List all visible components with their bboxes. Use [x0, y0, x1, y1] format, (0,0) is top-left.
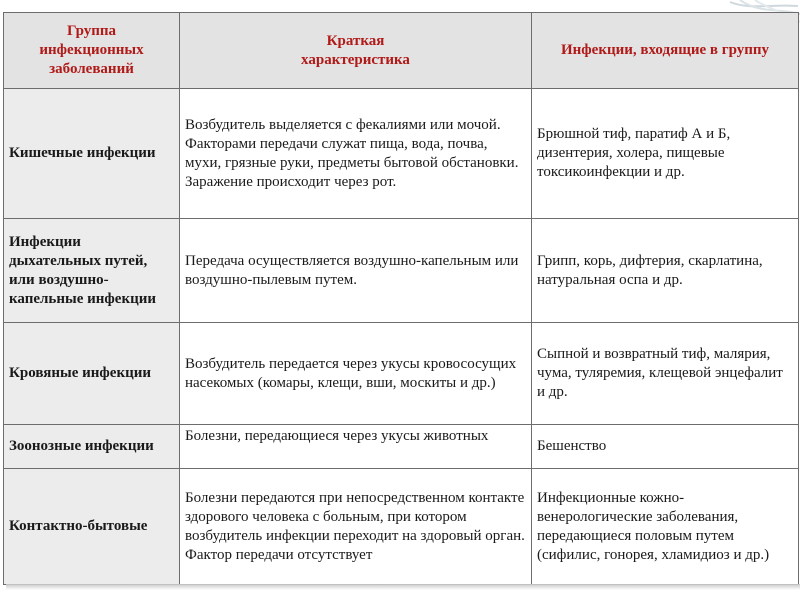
- table-row: [4, 219, 799, 323]
- group-cell: Кровяные инфекции: [4, 323, 180, 425]
- infections-cell: Бешенство: [532, 425, 799, 469]
- infections-cell: Инфекционные кожно-венерологические заболевания, передающиеся половым путем (сифилис, гонорея, хламидиоз и др.): [532, 469, 799, 585]
- table-shadow: [6, 584, 800, 590]
- infections-table: [3, 12, 799, 585]
- table-header-row: [4, 13, 799, 89]
- header-group: Группа инфекционных заболеваний: [4, 13, 180, 89]
- table-row: [4, 323, 799, 425]
- description-cell: Болезни, передающиеся через укусы животных: [180, 425, 532, 469]
- group-cell: Контактно-бытовые: [4, 469, 180, 585]
- infections-cell: Сыпной и возвратный тиф, малярия, чума, туляремия, клещевой энцефалит и др.: [532, 323, 799, 425]
- table-row: [4, 469, 799, 585]
- header-infections: Инфекции, входящие в группу: [532, 13, 799, 89]
- description-cell: Возбудитель выделяется с фекалиями или мочой. Факторами передачи служат пища, вода, почва, мухи, грязные руки, предметы бытовой обстановки. Заражение происходит через рот.: [180, 89, 532, 219]
- group-cell: Инфекции дыхательных путей, или воздушно-капельные инфекции: [4, 219, 180, 323]
- table-row: [4, 425, 799, 469]
- description-cell: Болезни передаются при непосредственном контакте здорового человека с больным, при котором возбудитель инфекции переходит на здоровый орган. Фактор передачи отсутствует: [180, 469, 532, 585]
- group-cell: Кишечные инфекции: [4, 89, 180, 219]
- table-row: [4, 89, 799, 219]
- description-cell: Возбудитель передается через укусы кровососущих насекомых (комары, клещи, вши, москиты и др.): [180, 323, 532, 425]
- description-cell: Передача осуществляется воздушно-капельным или воздушно-пылевым путем.: [180, 219, 532, 323]
- group-cell: Зоонозные инфекции: [4, 425, 180, 469]
- infections-cell: Брюшной тиф, паратиф А и Б, дизентерия, холера, пищевые токсикоинфекции и др.: [532, 89, 799, 219]
- infections-cell: Грипп, корь, дифтерия, скарлатина, натуральная оспа и др.: [532, 219, 799, 323]
- header-description: Краткая характеристика: [180, 13, 532, 89]
